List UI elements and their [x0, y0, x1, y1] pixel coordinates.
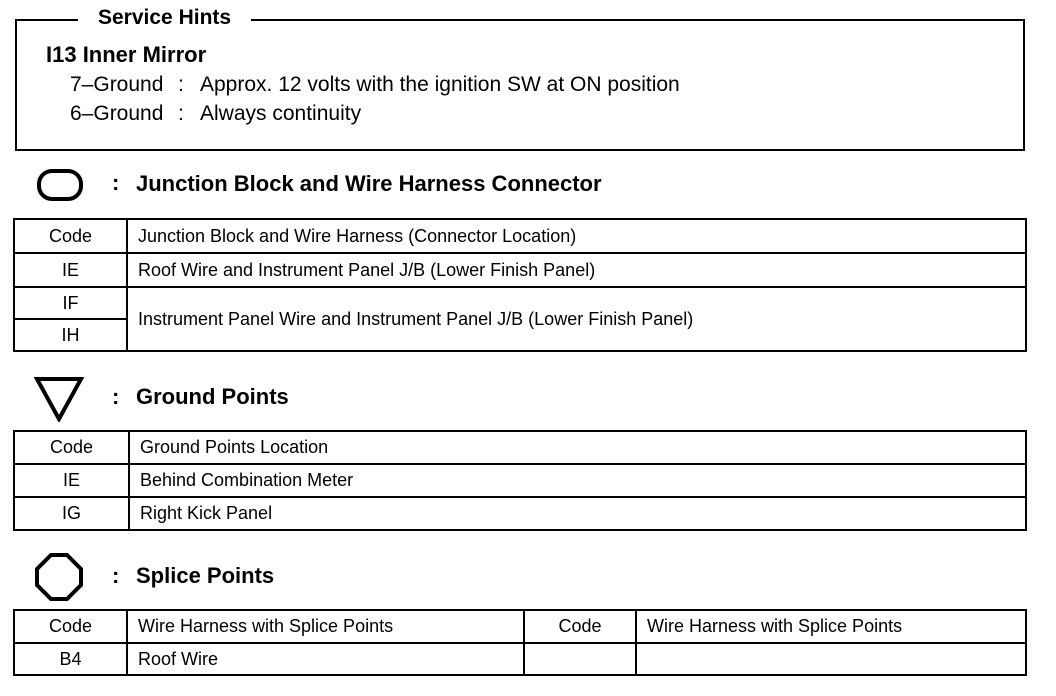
- table-cell-code: B4: [14, 643, 127, 675]
- table-cell-code: IF: [14, 287, 127, 319]
- table-row: [14, 464, 1026, 497]
- rounded-rectangle-icon: [36, 168, 84, 202]
- table-row: [14, 287, 1026, 319]
- table-header-desc: Ground Points Location: [129, 431, 1026, 464]
- table-header-row: [14, 610, 1026, 643]
- junction-colon: :: [112, 170, 120, 195]
- service-hints-title: Service Hints: [78, 6, 251, 30]
- table-header-desc: Wire Harness with Splice Points: [636, 610, 1026, 643]
- hint-text: Always continuity: [200, 102, 362, 125]
- table-cell-desc: Behind Combination Meter: [129, 464, 1026, 497]
- service-hints-heading: I13 Inner Mirror: [46, 42, 207, 67]
- table-header-code: Code: [14, 219, 127, 253]
- inverted-triangle-icon: [34, 376, 84, 422]
- table-cell-desc: Roof Wire and Instrument Panel J/B (Lower Finish Panel): [127, 253, 1026, 287]
- table-header-desc: Wire Harness with Splice Points: [127, 610, 524, 643]
- hint-code: 6–Ground: [70, 102, 164, 125]
- table-cell-desc: [636, 643, 1026, 675]
- table-cell-code: IG: [14, 497, 129, 530]
- junction-title: Junction Block and Wire Harness Connector: [136, 171, 602, 196]
- hint-separator: :: [178, 102, 184, 125]
- table-header-code: Code: [524, 610, 636, 643]
- table-cell-code: IH: [14, 319, 127, 351]
- table-cell-desc: Roof Wire: [127, 643, 524, 675]
- hint-code: 7–Ground: [70, 73, 164, 96]
- hint-separator: :: [178, 73, 184, 96]
- table-header-row: [14, 219, 1026, 253]
- splice-title: Splice Points: [136, 563, 275, 588]
- junction-table: [13, 218, 1027, 352]
- ground-colon: :: [112, 384, 120, 409]
- table-cell-desc: Instrument Panel Wire and Instrument Panel J/B (Lower Finish Panel): [127, 287, 1026, 351]
- table-cell-desc: Right Kick Panel: [129, 497, 1026, 530]
- splice-table: [13, 609, 1027, 676]
- hint-text: Approx. 12 volts with the ignition SW at ON position: [200, 73, 680, 96]
- table-header-desc: Junction Block and Wire Harness (Connector Location): [127, 219, 1026, 253]
- ground-table: [13, 430, 1027, 531]
- table-row: [14, 643, 1026, 675]
- table-header-code: Code: [14, 610, 127, 643]
- table-row: [14, 497, 1026, 530]
- octagon-icon: [34, 552, 84, 602]
- hint-line: [70, 73, 680, 97]
- hint-line: [70, 102, 361, 126]
- table-cell-code: [524, 643, 636, 675]
- table-header-code: Code: [14, 431, 129, 464]
- table-cell-code: IE: [14, 253, 127, 287]
- table-row: [14, 253, 1026, 287]
- table-header-row: [14, 431, 1026, 464]
- ground-title: Ground Points: [136, 384, 289, 409]
- splice-colon: :: [112, 563, 120, 588]
- table-cell-code: IE: [14, 464, 129, 497]
